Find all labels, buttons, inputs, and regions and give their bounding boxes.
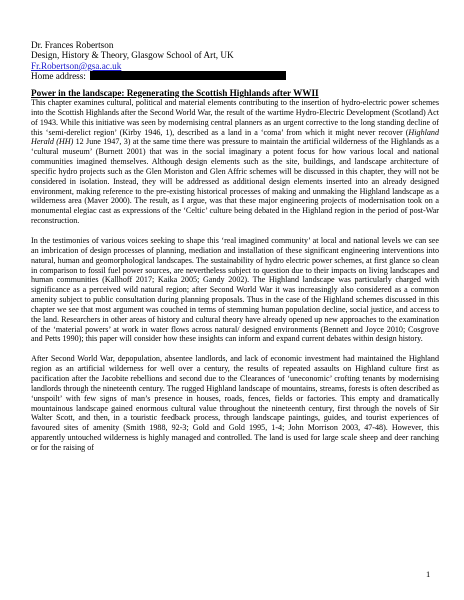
author-name: Dr. Frances Robertson [31, 40, 114, 50]
paragraph-2: In the testimonies of various voices seeking to shape this ‘real imagined community’ at local and national levels we can see an imbrication of design processes of planning, mediation and installation of these significant engineering interventions into natural, human and geomorphological landscapes. The sustainability of hydro electric power schemes, at first glance so clean in comparison to fossil fuel power sources, are nevertheless subject to question due to their impacts on living landscapes and human communities (Kallhoff 2017; Kaika 2005; Gandy 2002). The Highland landscape was particularly charged with significance as a perceived wild natural region; after Second World War it was increasingly also considered as a common amenity subject to public consultation during planning proposals. Thus in the case of the Highland schemes discussed in this chapter we see that most argument was couched in terms of stemming human population decline, social justice, and access to the land. Researchers in other areas of history and cultural theory have already opened up new approaches to the examination of the ‘material powers’ at work in water flows across natural/ designed environments (Bennett and Joyce 2010; Cosgrove and Petts 1990); this paper will consider how these insights can inform and expand current debates within design history. [31, 236, 439, 344]
author-email-link[interactable]: Fr.Robertson@gsa.ac.uk [31, 60, 122, 71]
paragraph-3: After Second World War, depopulation, absentee landlords, and lack of economic investment had maintained the Highland region as an artificial wilderness for well over a century, the results of repeated assaults on Highland culture first as pacification after the Jacobite rebellions and second due to the Clearances of ‘uneconomic’ crofting tenants by modernising landlords through the nineteenth century. The rugged Highland landscape of mountains, streams, forests is often described as ‘unspoilt’ with few signs of man’s presence in houses, roads, fences, fields or factories. This empty and dramatically mountainous landscape gained enormous cultural value throughout the nineteenth century, first through the novels of Sir Walter Scott, and then, in a touristic feedback process, through landscape paintings, guides, and tourist experiences of favoured sites of amenity (Smith 1988, 92-3; Gold and Gold 1995, 1-4; John Morrison 2003, 47-48). However, this apparently untouched wilderness is highly managed and controlled. The land is used for large scale sheep and deer ranching or for the raising of [31, 354, 439, 452]
author-block [31, 40, 439, 82]
paragraph-1-italic: Highland Herald (HH) [31, 127, 439, 147]
home-address-row [31, 71, 439, 81]
paragraph-1-text-a: This chapter examines cultural, political and material elements contributing to the insertion of hydro-electric power schemes into the Scottish Highlands after the Second World War, the result of the wartime Hydro-Electric Development (Scotland) Act of 1943. While this initiative was seen by modernising central planners as an urgent corrective to the long standing decline of this ‘semi-derelict region’ (Kirby 1946, 1), described as a land in a ‘coma’ from which it might never recover ( [31, 98, 439, 137]
home-address-label: Home address: [31, 71, 86, 82]
paragraph-1-text-b: 12 June 1947, 3) at the same time there was pressure to maintain the artificial wilderness of the Highlands as a ‘cultural museum’ (Burnett 2001) that was in the social imaginary a potent focus for how various local and national communities imagined themselves. Although design elements such as the site, buildings, and landscape architecture of specific hydro projects such as the Glen Moriston and Glen Affric schemes will be discussed in this chapter, they will not be considered in isolation. Instead, they will be addressed as additional design elements inserted into an already designed environment, making reference to the pre-existing historical processes of making and unmaking the Highland landscape as a wilderness area (Maver 2000). The result, as I argue, was that these major engineering projects of modernisation took on a monumental elegiac cast as expressions of the ‘Celtic’ culture being debated in the Highland region in the period of post-War reconstruction. [31, 137, 439, 226]
document-title: Power in the landscape: Regenerating the Scottish Highlands after WWII [31, 87, 319, 98]
author-affiliation: Design, History & Theory, Glasgow School of Art, UK [31, 50, 234, 61]
paragraph-1 [31, 98, 439, 226]
document-page [31, 40, 439, 453]
redacted-address [90, 71, 286, 80]
page-number: 1 [426, 569, 431, 579]
